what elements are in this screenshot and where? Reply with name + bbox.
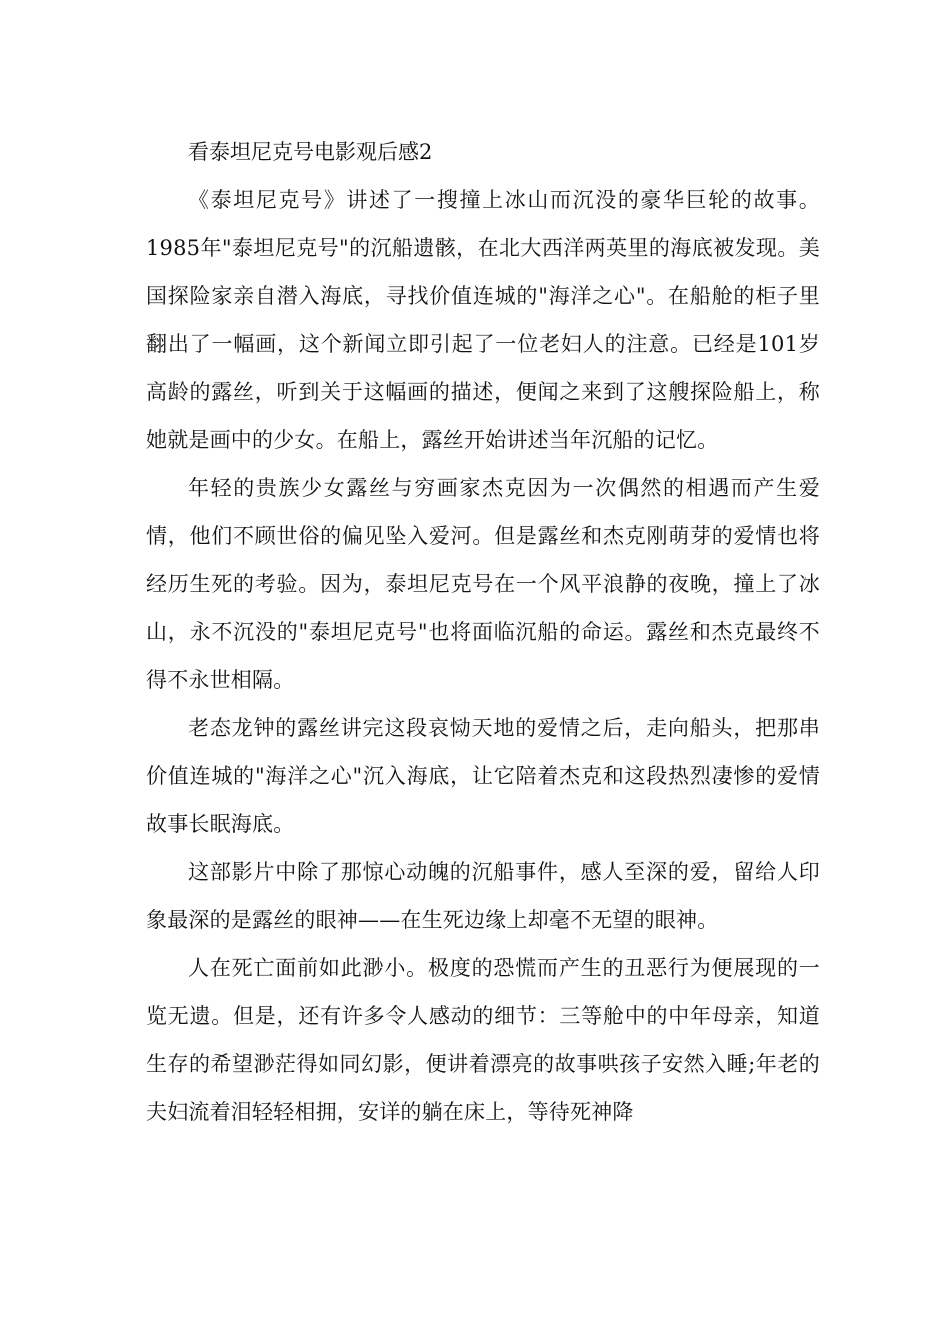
paragraph-1: 《泰坦尼克号》讲述了一搜撞上冰山而沉没的豪华巨轮的故事。1985年"泰坦尼克号"的沉船遗骸，在北大西洋两英里的海底被发现。美国探险家亲自潜入海底，寻找价值连城的"海洋之心"。在船舱的柜子里翻出了一幅画，这个新闻立即引起了一位老妇人的注意。已经是101岁高龄的露丝，听到关于这幅画的描述，便闻之来到了这艘探险船上，称她就是画中的少女。在船上，露丝开始讲述当年沉船的记忆。 xyxy=(146,188,820,452)
paragraph-2: 年轻的贵族少女露丝与穷画家杰克因为一次偶然的相遇而产生爱情，他们不顾世俗的偏见坠入爱河。但是露丝和杰克刚萌芽的爱情也将经历生死的考验。因为，泰坦尼克号在一个风平浪静的夜晚，撞上了冰山，永不沉没的"泰坦尼克号"也将面临沉船的命运。露丝和杰克最终不得不永世相隔。 xyxy=(146,476,820,692)
document-title: 看泰坦尼克号电影观后感2 xyxy=(188,140,433,164)
document-page xyxy=(146,128,820,1136)
paragraph-3: 老态龙钟的露丝讲完这段哀恸天地的爱情之后，走向船头，把那串价值连城的"海洋之心"沉入海底，让它陪着杰克和这段热烈凄惨的爱情故事长眠海底。 xyxy=(146,716,820,836)
paragraph-5: 人在死亡面前如此渺小。极度的恐慌而产生的丑恶行为便展现的一览无遗。但是，还有许多令人感动的细节：三等舱中的中年母亲，知道生存的希望渺茫得如同幻影，便讲着漂亮的故事哄孩子安然入睡;年老的夫妇流着泪轻轻相拥，安详的躺在床上，等待死神降 xyxy=(146,956,820,1124)
paragraph-4: 这部影片中除了那惊心动魄的沉船事件，感人至深的爱，留给人印象最深的是露丝的眼神——在生死边缘上却毫不无望的眼神。 xyxy=(146,860,820,932)
